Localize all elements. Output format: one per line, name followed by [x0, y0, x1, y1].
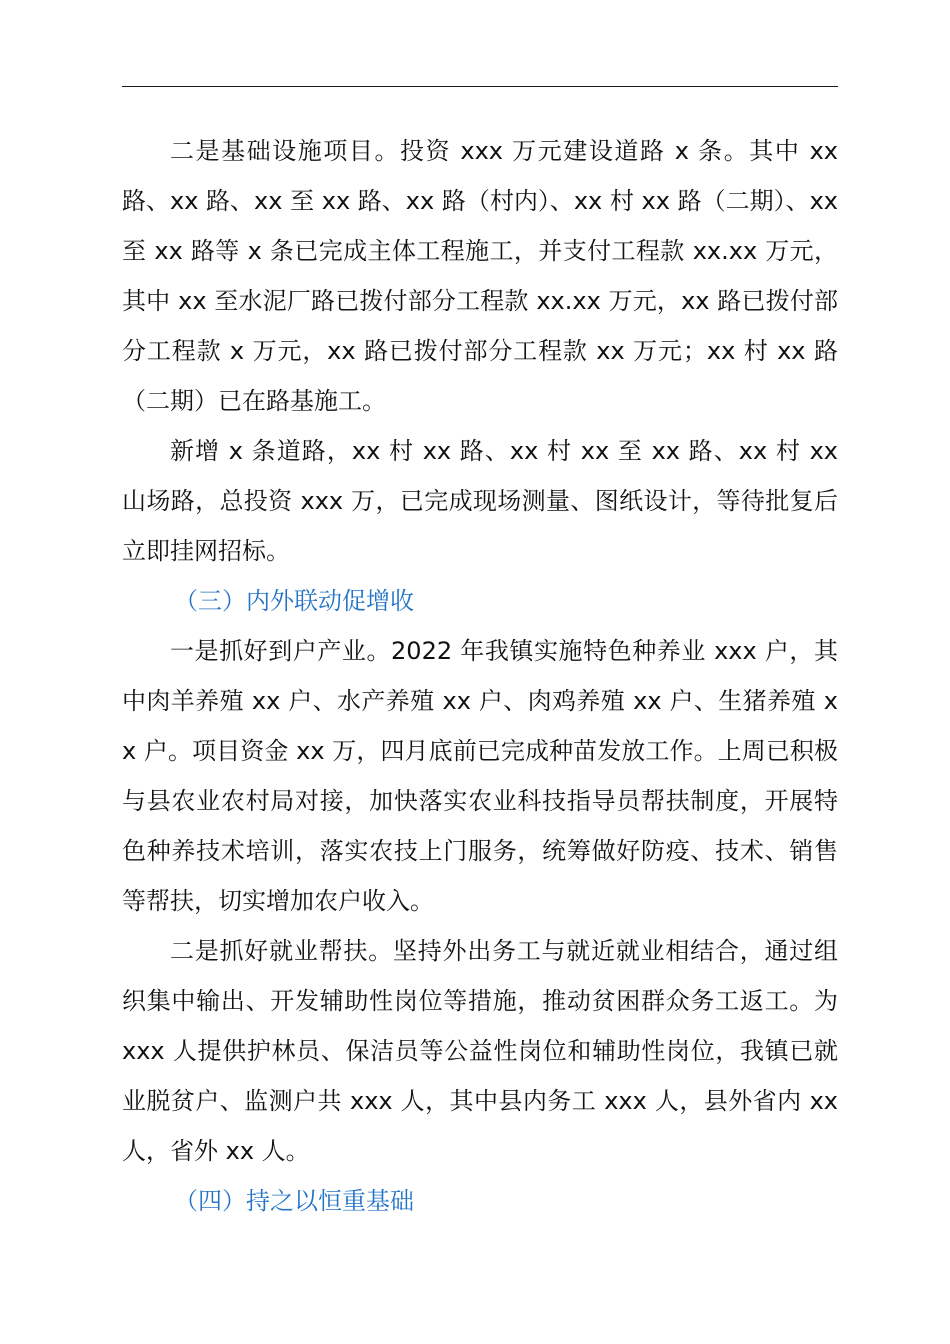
- paragraph-new-roads: 新增 x 条道路，xx 村 xx 路、xx 村 xx 至 xx 路、xx 村 xx 山场路，总投资 xxx 万，已完成现场测量、图纸设计，等待批复后立即挂网招标。: [122, 437, 838, 565]
- document-body: [122, 126, 838, 1226]
- section-heading-three: （三）内外联动促增收: [174, 587, 414, 615]
- section-heading-four: （四）持之以恒重基础: [174, 1187, 414, 1215]
- header-rule: [122, 86, 838, 87]
- paragraph-infrastructure: 二是基础设施项目。投资 xxx 万元建设道路 x 条。其中 xx 路、xx 路、xx 至 xx 路、xx 路（村内）、xx 村 xx 路（二期）、xx 至 xx 路等 x 条已完成主体工程施工，并支付工程款 xx.xx 万元，其中 xx 至水泥厂路已拨付部分工程款 xx.xx 万元，xx 路已拨付部分工程款 x 万元，xx 路已拨付部分工程款 xx 万元；xx 村 xx 路（二期）已在路基施工。: [122, 137, 838, 415]
- paragraph-household-industry: 一是抓好到户产业。2022 年我镇实施特色种养业 xxx 户，其中肉羊养殖 xx 户、水产养殖 xx 户、肉鸡养殖 xx 户、生猪养殖 xx 户。项目资金 xx 万，四月底前已完成种苗发放工作。上周已积极与县农业农村局对接，加快落实农业科技指导员帮扶制度，开展特色种养技术培训，落实农技上门服务，统筹做好防疫、技术、销售等帮扶，切实增加农户收入。: [122, 637, 838, 915]
- paragraph-employment-support: 二是抓好就业帮扶。坚持外出务工与就近就业相结合，通过组织集中输出、开发辅助性岗位等措施，推动贫困群众务工返工。为 xxx 人提供护林员、保洁员等公益性岗位和辅助性岗位，我镇已就业脱贫户、监测户共 xxx 人，其中县内务工 xxx 人，县外省内 xx 人，省外 xx 人。: [122, 937, 838, 1165]
